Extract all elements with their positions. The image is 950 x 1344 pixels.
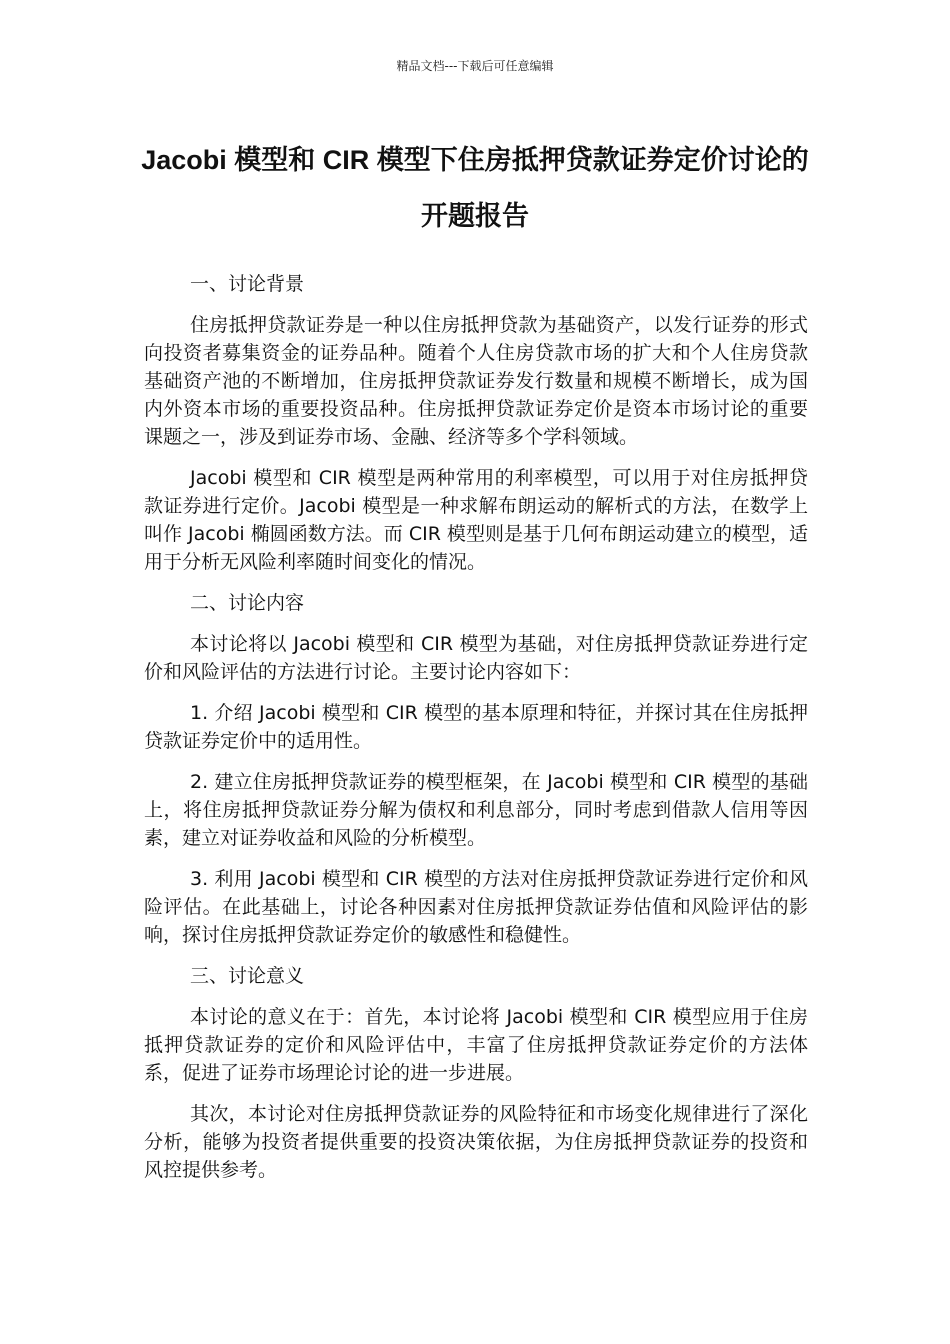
section-heading-background: 一、讨论背景 <box>190 273 305 295</box>
list-item: 1. 介绍 Jacobi 模型和 CIR 模型的基本原理和特征，并探讨其在住房抵押贷款证券定价中的适用性。 <box>144 702 808 752</box>
header-note: 精品文档---下载后可任意编辑 <box>396 59 554 73</box>
list-item: 2. 建立住房抵押贷款证券的模型框架，在 Jacobi 模型和 CIR 模型的基础上，将住房抵押贷款证券分解为债权和利息部分，同时考虑到借款人信用等因素，建立对证券收益和风险的分析模型。 <box>144 771 808 849</box>
section-heading-significance: 三、讨论意义 <box>190 965 305 987</box>
paragraph: 本讨论的意义在于：首先，本讨论将 Jacobi 模型和 CIR 模型应用于住房抵押贷款证券的定价和风险评估中，丰富了住房抵押贷款证券定价的方法体系，促进了证券市场理论讨论的进一步进展。 <box>144 1006 808 1084</box>
document-title: Jacobi 模型和 CIR 模型下住房抵押贷款证券定价讨论的开题报告 <box>141 145 809 231</box>
paragraph: Jacobi 模型和 CIR 模型是两种常用的利率模型，可以用于对住房抵押贷款证券进行定价。Jacobi 模型是一种求解布朗运动的解析式的方法，在数学上叫作 Jacobi 椭圆函数方法。而 CIR 模型则是基于几何布朗运动建立的模型，适用于分析无风险利率随时间变化的情况。 <box>144 467 808 573</box>
document-body <box>144 270 808 1197</box>
section-heading-content: 二、讨论内容 <box>190 592 305 614</box>
paragraph: 住房抵押贷款证券是一种以住房抵押贷款为基础资产，以发行证券的形式向投资者募集资金的证券品种。随着个人住房贷款市场的扩大和个人住房贷款基础资产池的不断增加，住房抵押贷款证券发行数量和规模不断增长，成为国内外资本市场的重要投资品种。住房抵押贷款证券定价是资本市场讨论的重要课题之一，涉及到证券市场、金融、经济等多个学科领域。 <box>144 314 808 448</box>
paragraph: 本讨论将以 Jacobi 模型和 CIR 模型为基础，对住房抵押贷款证券进行定价和风险评估的方法进行讨论。主要讨论内容如下： <box>144 633 808 683</box>
list-item: 3. 利用 Jacobi 模型和 CIR 模型的方法对住房抵押贷款证券进行定价和风险评估。在此基础上，讨论各种因素对住房抵押贷款证券估值和风险评估的影响，探讨住房抵押贷款证券定价的敏感性和稳健性。 <box>144 868 808 946</box>
paragraph: 其次，本讨论对住房抵押贷款证券的风险特征和市场变化规律进行了深化分析，能够为投资者提供重要的投资决策依据，为住房抵押贷款证券的投资和风控提供参考。 <box>144 1103 808 1181</box>
